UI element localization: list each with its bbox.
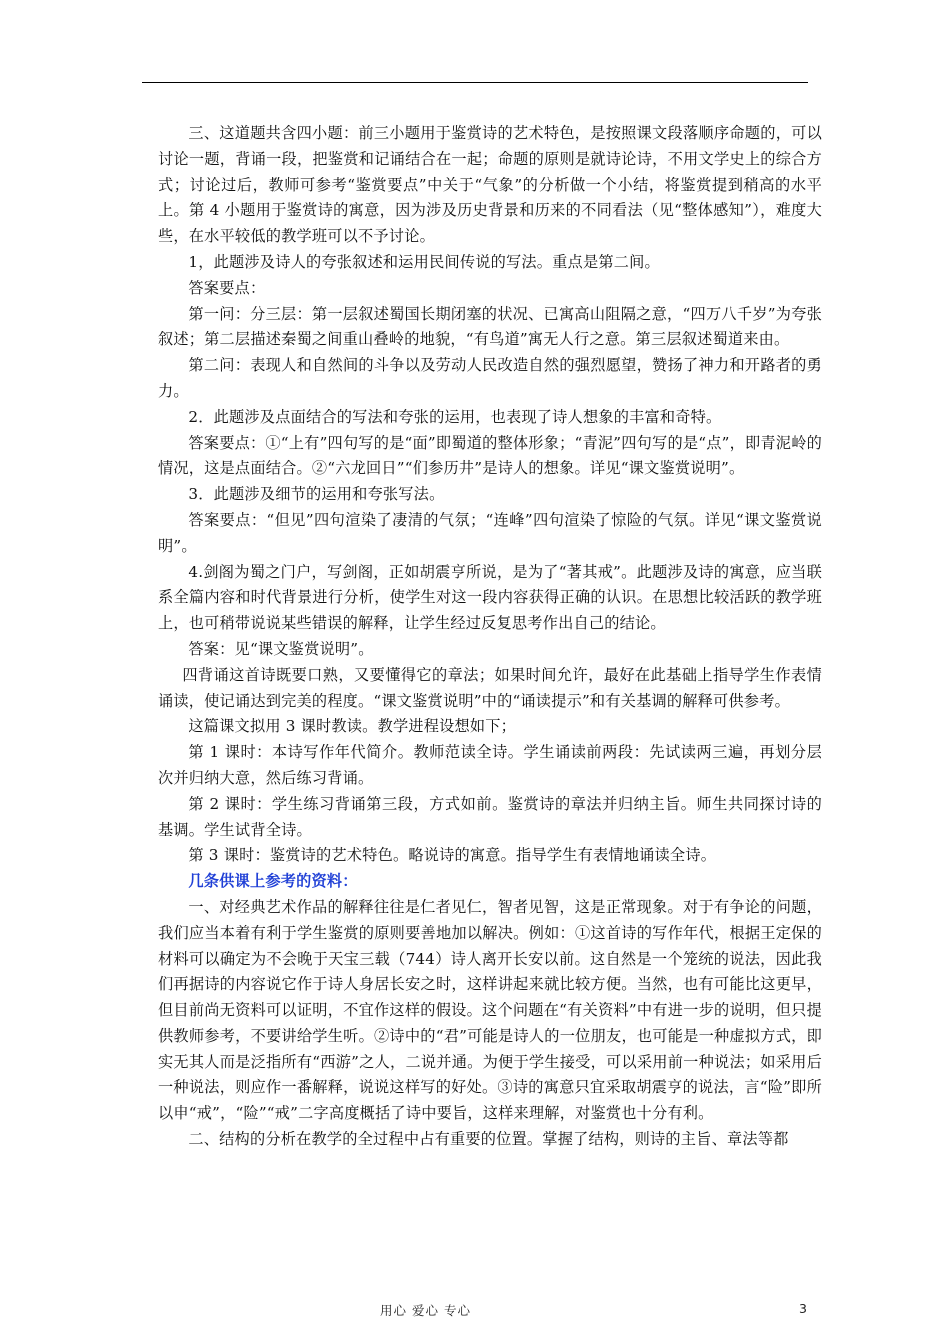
paragraph: 第一问：分三层：第一层叙述蜀国长期闭塞的状况、已寓高山阻隔之意，“四万八千岁”为夸张叙述；第二层描述秦蜀之间重山叠岭的地貌，“有鸟道”寓无人行之意。第三层叙述蜀道来由。 xyxy=(158,304,822,349)
paragraph: 4.剑阁为蜀之门户，写剑阁，正如胡震亨所说，是为了“著其戒”。此题涉及诗的寓意，应当联系全篇内容和时代背景进行分析，使学生对这一段内容获得正确的认识。在思想比较活跃的教学班上，也可稍带说说某些错误的解释，让学生经过反复思考作出自己的结论。 xyxy=(158,562,822,633)
paragraph: 答案要点：“但见”四句渲染了凄清的气氛；“连峰”四句渲染了惊险的气氛。详见“课文鉴赏说明”。 xyxy=(158,510,822,555)
paragraph: 第 3 课时：鉴赏诗的艺术特色。略说诗的寓意。指导学生有表情地诵读全诗。 xyxy=(188,846,717,865)
paragraph: 3．此题涉及细节的运用和夸张写法。 xyxy=(188,485,445,504)
page-number: 3 xyxy=(799,1301,807,1316)
paragraph: 第 1 课时：本诗写作年代简介。教师范读全诗。学生诵读前两段：先试读两三遍，再划分层次并归纳大意，然后练习背诵。 xyxy=(158,743,822,787)
paragraph: 第二问：表现人和自然间的斗争以及劳动人民改造自然的强烈愿望，赞扬了神力和开路者的勇力。 xyxy=(158,356,822,400)
paragraph: 2．此题涉及点面结合的写法和夸张的运用，也表现了诗人想象的丰富和奇特。 xyxy=(188,407,722,426)
paragraph: 答案要点：①“上有”四句写的是“面”即蜀道的整体形象；“青泥”四句写的是“点”，即青泥岭的情况，这是点面结合。②“六龙回日”“们参历井”是诗人的想象。详见“课文鉴赏说明”。 xyxy=(158,433,822,478)
paragraph: 一、对经典艺术作品的解释往往是仁者见仁，智者见智，这是正常现象。对于有争论的问题，我们应当本着有利于学生鉴赏的原则要善地加以解决。例如：①这首诗的写作年代，根据王定保的材料可以确定为不会晚于天宝三载（744）诗人离开长安以前。这自然是一个笼统的说法，因此我们再据诗的内容说它作于诗人身居长安之时，这样讲起来就比较方便。当然，也有可能比这更早，但目前尚无资料可以证明，不宜作这样的假设。这个问题在“有关资料”中有进一步的说明，但只提供教师参考，不要讲给学生听。②诗中的“君”可能是诗人的一位朋友，也可能是一种虚拟方式，即实无其人而是泛指所有“西游”之人，二说并通。为便于学生接受，可以采用前一种说法；如采用后一种说法，则应作一番解释，说说这样写的好处。③诗的寓意只宜采取胡震亨的说法，言“险”即所以申“戒”，“险”“戒”二字高度概括了诗中要旨，这样来理解，对鉴赏也十分有利。 xyxy=(158,897,822,1123)
section-heading: 几条供课上参考的资料： xyxy=(188,872,358,891)
footer-text: 用心 爱心 专心 xyxy=(380,1303,471,1318)
paragraph: 第 2 课时：学生练习背诵第三段，方式如前。鉴赏诗的章法并归纳主旨。师生共同探讨诗的基调。学生试背全诗。 xyxy=(158,794,822,839)
paragraph: 1，此题涉及诗人的夸张叙述和运用民间传说的写法。重点是第二间。 xyxy=(188,252,660,271)
header-rule xyxy=(142,82,808,83)
paragraph: 三、这道题共含四小题：前三小题用于鉴赏诗的艺术特色，是按照课文段落顺序命题的，可以讨论一题，背诵一段，把鉴赏和记诵结合在一起；命题的原则是就诗论诗，不用文学史上的综合方式；讨论过后，教师可参考“鉴赏要点”中关于“气象”的分析做一个小结，将鉴赏提到稍高的水平上。第 4 小题用于鉴赏诗的寓意，因为涉及历史背景和历来的不同看法（见“整体感知”），难度大些，在水平较低的教学班可以不予讨论。 xyxy=(158,124,822,246)
paragraph: 二、结构的分析在教学的全过程中占有重要的位置。掌握了结构，则诗的主旨、章法等都 xyxy=(188,1130,789,1149)
paragraph: 答案：见“课文鉴赏说明”。 xyxy=(188,639,374,658)
body-text xyxy=(158,121,822,1153)
page-footer xyxy=(0,1301,950,1321)
paragraph: 四背诵这首诗既要口熟，又要懂得它的章法；如果时间允许，最好在此基础上指导学生作表情诵读，使记诵达到完美的程度。“课文鉴赏说明”中的“诵读提示”和有关基调的解释可供参考。 xyxy=(158,665,822,710)
paragraph: 答案要点： xyxy=(188,278,266,297)
paragraph: 这篇课文拟用 3 课时教读。教学进程设想如下； xyxy=(188,717,517,736)
